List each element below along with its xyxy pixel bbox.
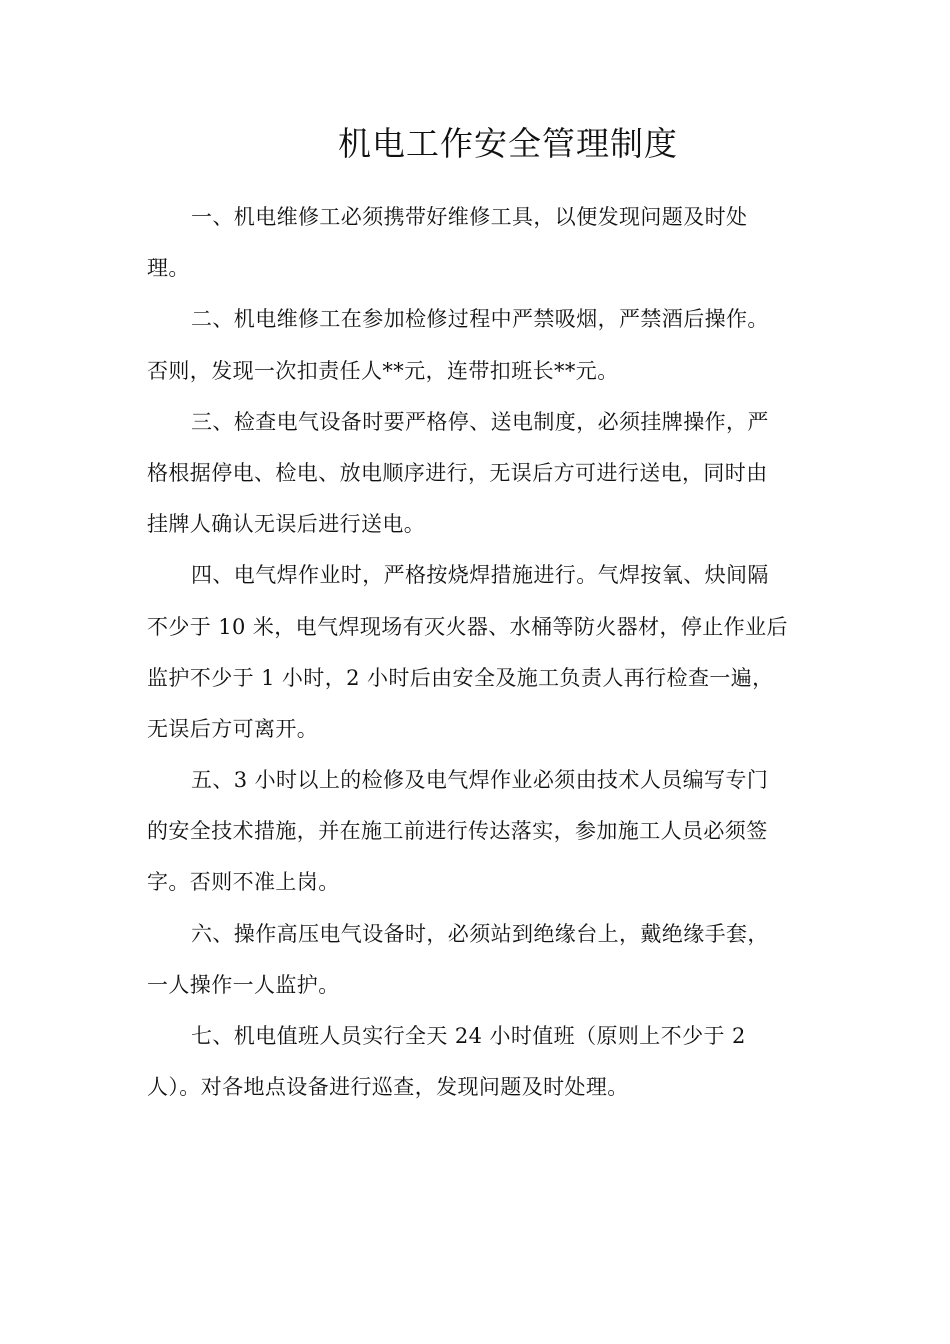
paragraph-7 — [147, 1011, 807, 1113]
paragraph-line: 否则，发现一次扣责任人**元，连带扣班长**元。 — [147, 358, 619, 383]
paragraph-line: 理。 — [147, 256, 190, 281]
paragraph-1 — [147, 192, 807, 294]
paragraph-line: 无误后方可离开。 — [147, 716, 319, 741]
paragraph-line: 格根据停电、检电、放电顺序进行，无误后方可进行送电，同时由 — [147, 460, 768, 485]
paragraph-line: 七、机电值班人员实行全天 24 小时值班（原则上不少于 2 — [191, 1024, 746, 1048]
document-body — [147, 192, 807, 1113]
paragraph-line: 一、机电维修工必须携带好维修工具，以便发现问题及时处 — [191, 205, 748, 229]
paragraph-6 — [147, 909, 807, 1011]
paragraph-3 — [147, 397, 807, 551]
paragraph-line: 字。否则不准上岗。 — [147, 870, 340, 895]
paragraph-line: 三、检查电气设备时要严格停、送电制度，必须挂牌操作，严 — [191, 409, 769, 434]
paragraph-line: 四、电气焊作业时，严格按烧焊措施进行。气焊按氧、炔间隔 — [191, 563, 769, 588]
paragraph-line: 二、机电维修工在参加检修过程中严禁吸烟，严禁酒后操作。 — [191, 307, 769, 332]
paragraph-4 — [147, 550, 807, 755]
paragraph-2 — [147, 294, 807, 396]
paragraph-line: 六、操作高压电气设备时，必须站到绝缘台上，戴绝缘手套， — [191, 921, 769, 946]
paragraph-line: 一人操作一人监护。 — [147, 972, 340, 997]
paragraph-line: 五、3 小时以上的检修及电气焊作业必须由技术人员编写专门 — [191, 768, 769, 793]
paragraph-line: 的安全技术措施，并在施工前进行传达落实，参加施工人员必须签 — [147, 819, 768, 844]
paragraph-line: 人）。对各地点设备进行巡查，发现问题及时处理。 — [147, 1075, 629, 1100]
paragraph-5 — [147, 755, 807, 909]
document-title: 机电工作安全管理制度 — [338, 124, 678, 163]
paragraph-line: 不少于 10 米，电气焊现场有灭火器、水桶等防火器材，停止作业后 — [147, 614, 788, 639]
paragraph-line: 监护不少于 1 小时，2 小时后由安全及施工负责人再行检查一遍， — [147, 665, 774, 690]
paragraph-line: 挂牌人确认无误后进行送电。 — [147, 512, 426, 537]
